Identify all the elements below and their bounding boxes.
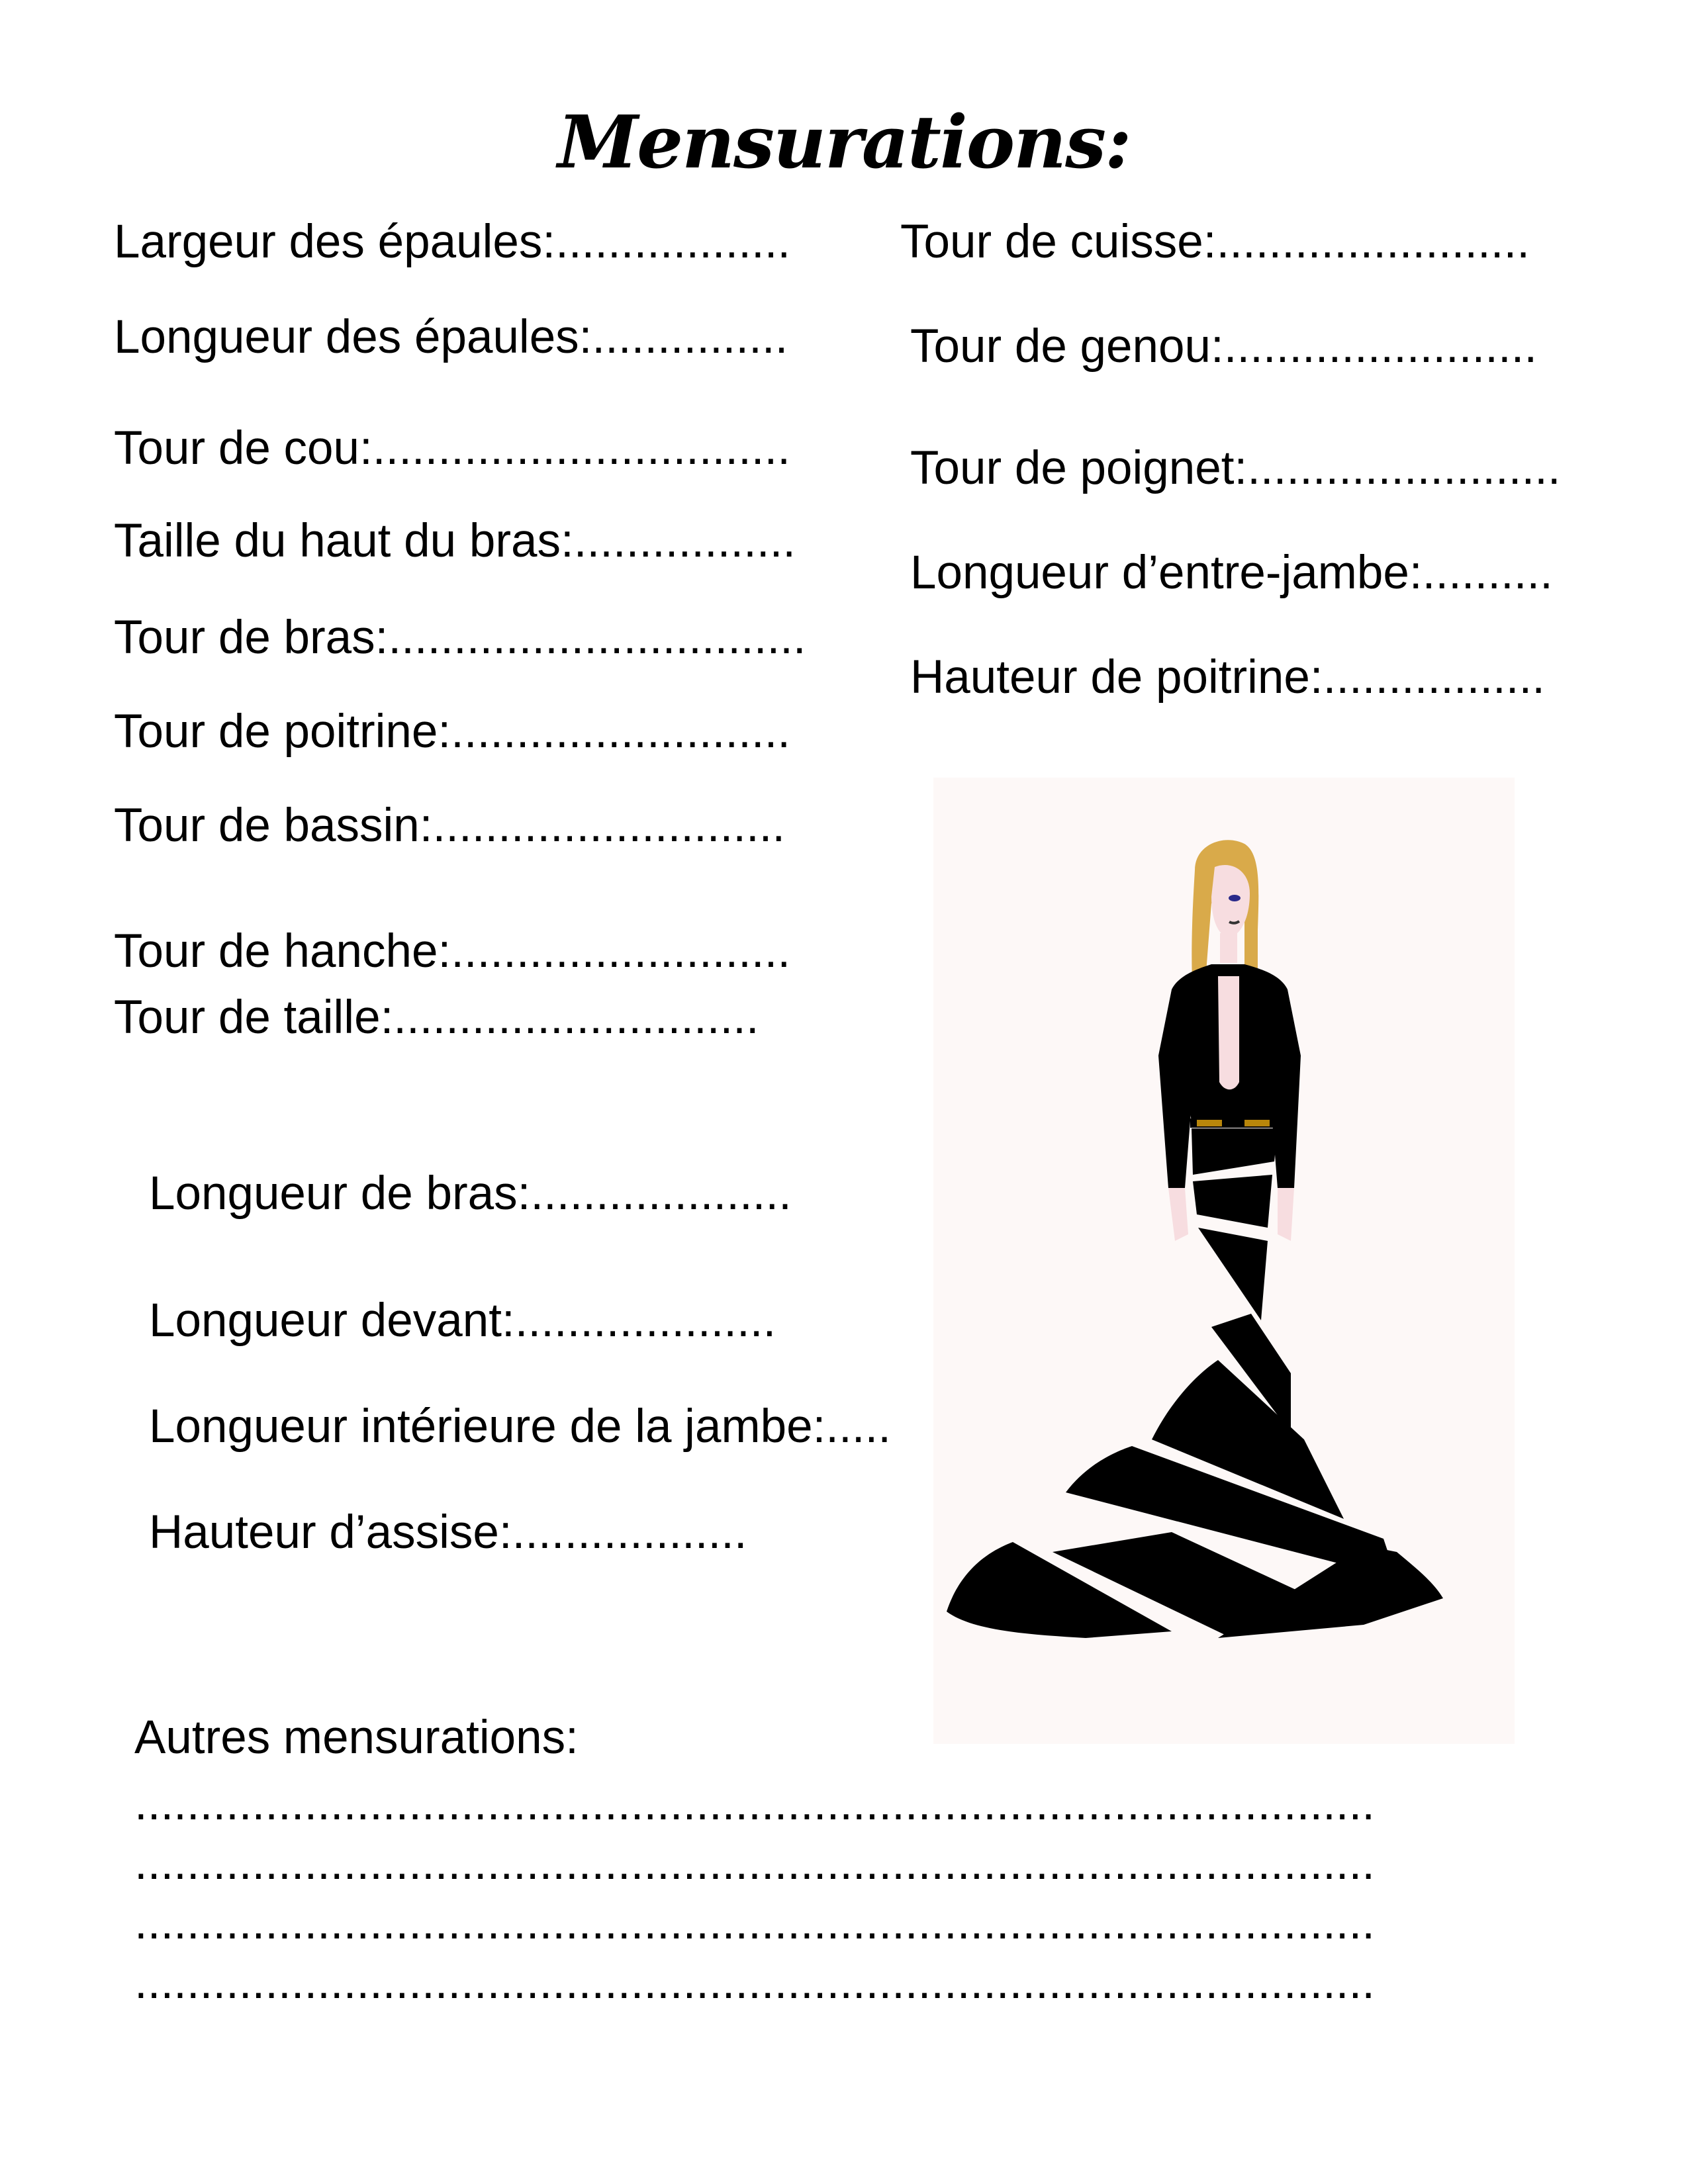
field-longueur-entre-jambe <box>910 547 1553 599</box>
skirt-stripe <box>1192 1128 1278 1175</box>
skirt-stripe <box>1198 1228 1268 1320</box>
field-taille-haut-bras <box>114 515 796 567</box>
field-hauteur-poitrine <box>910 651 1545 704</box>
blank-line: ............................................................................................... <box>134 1780 1375 1827</box>
field-dots: ........................ <box>1223 320 1538 373</box>
field-label: Longueur de bras: <box>149 1167 531 1220</box>
field-hauteur-assise <box>149 1506 747 1559</box>
field-label: Tour de bras: <box>114 612 389 664</box>
field-dots: ............................ <box>393 991 759 1044</box>
belt-buckle-left <box>1197 1120 1222 1126</box>
field-tour-poitrine <box>114 705 791 758</box>
field-tour-poignet <box>910 442 1561 494</box>
left-hand <box>1168 1188 1188 1241</box>
field-dots: .................... <box>514 1295 776 1347</box>
field-tour-bassin <box>114 799 786 852</box>
field-dots: .................... <box>530 1167 792 1220</box>
field-label: Tour de taille: <box>114 991 394 1044</box>
blank-line: ............................................................................................... <box>134 1959 1375 2006</box>
field-tour-taille <box>114 991 759 1044</box>
right-hand <box>1278 1188 1294 1241</box>
skirt-stripe <box>1193 1175 1272 1228</box>
other-measurements-label: Autres mensurations: <box>134 1711 579 1764</box>
field-dots: .......................... <box>451 925 791 978</box>
neck <box>1220 933 1237 963</box>
bodice-cutout <box>1218 976 1239 1089</box>
page-title: Mensurations: <box>557 99 1131 185</box>
belt-buckle-right <box>1244 1120 1270 1126</box>
blank-line: ............................................................................................... <box>134 1899 1375 1946</box>
field-tour-cou <box>114 422 790 475</box>
field-label: Largeur des épaules: <box>114 216 556 268</box>
field-dots: ........................ <box>1247 442 1561 494</box>
field-label: Tour de cuisse: <box>900 216 1217 268</box>
field-dots: .......... <box>1422 547 1553 599</box>
field-dots: ................................ <box>372 422 790 475</box>
field-longueur-epaules <box>114 311 788 363</box>
field-dots: ............... <box>592 311 788 363</box>
field-label: Longueur d’entre-jambe: <box>910 547 1423 599</box>
field-dots: ........................... <box>432 799 786 852</box>
field-dots: ................................ <box>388 612 806 664</box>
field-longueur-bras <box>149 1167 792 1220</box>
field-label: Hauteur d’assise: <box>149 1506 512 1559</box>
field-label: Tour de poignet: <box>910 442 1248 494</box>
field-tour-genou <box>910 320 1538 373</box>
field-label: Tour de poitrine: <box>114 705 451 758</box>
field-label: Hauteur de poitrine: <box>910 651 1323 704</box>
field-largeur-epaules <box>114 216 791 268</box>
field-label: Tour de hanche: <box>114 925 451 978</box>
field-label: Tour de cou: <box>114 422 373 475</box>
field-dots: .......................... <box>451 705 791 758</box>
field-label: Taille du haut du bras: <box>114 515 574 567</box>
field-label: Tour de genou: <box>910 320 1224 373</box>
fashion-illustration <box>933 778 1515 1744</box>
model-dress-figure <box>933 778 1515 1744</box>
eye <box>1229 895 1241 901</box>
field-dots: ................. <box>1323 651 1545 704</box>
field-dots: ................. <box>573 515 796 567</box>
field-tour-bras <box>114 612 806 664</box>
field-tour-cuisse <box>900 216 1530 268</box>
field-dots: ........................ <box>1216 216 1530 268</box>
field-tour-hanche <box>114 925 791 978</box>
field-dots: .................. <box>512 1506 747 1559</box>
field-longueur-devant <box>149 1295 776 1347</box>
field-label: Tour de bassin: <box>114 799 433 852</box>
field-label: Longueur devant: <box>149 1295 515 1347</box>
field-dots: ..... <box>825 1400 891 1453</box>
field-label: Longueur intérieure de la jambe: <box>149 1400 826 1453</box>
field-dots: .................. <box>555 216 791 268</box>
field-label: Longueur des épaules: <box>114 311 592 363</box>
field-longueur-interieure-jambe <box>149 1400 891 1453</box>
blank-line: ............................................................................................... <box>134 1840 1375 1887</box>
face <box>1211 865 1250 938</box>
